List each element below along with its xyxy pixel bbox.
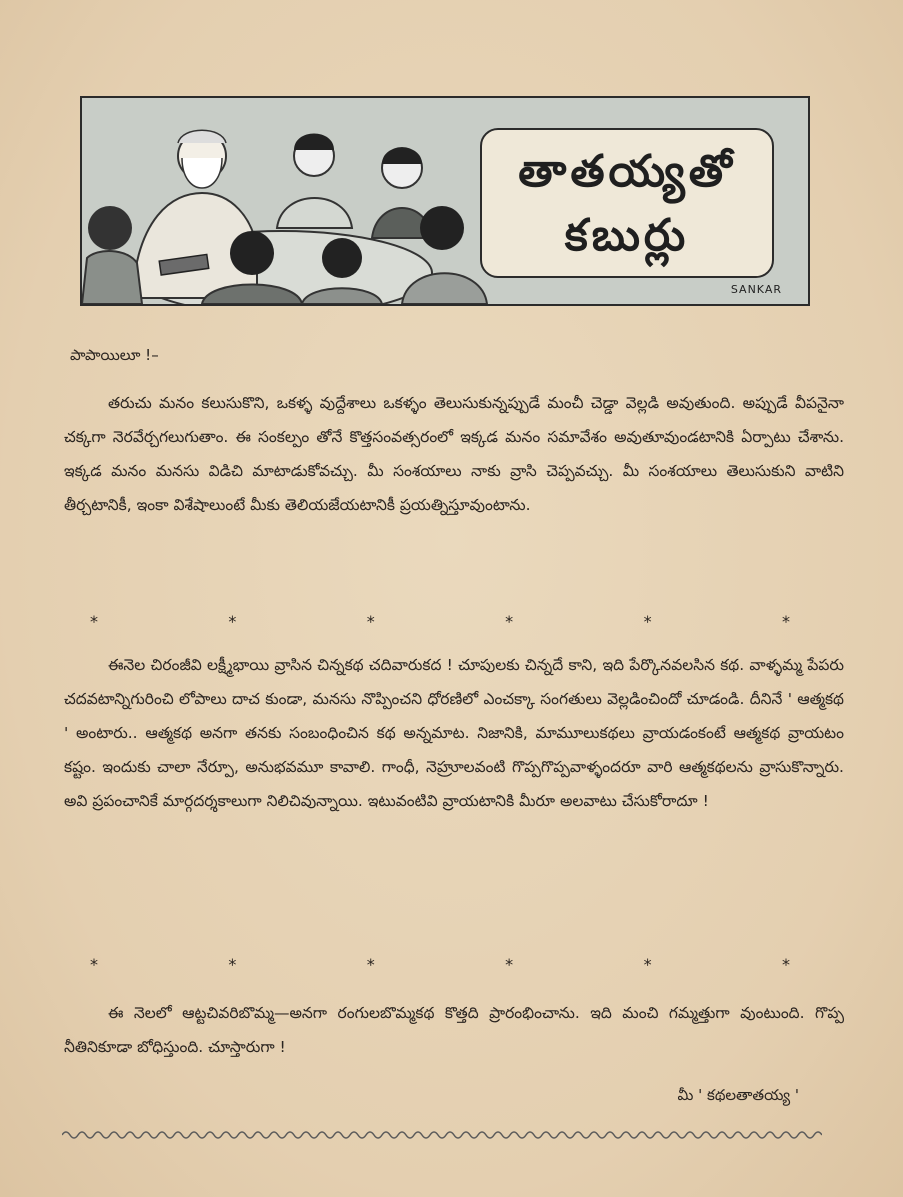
header-title-line2: కబుర్లు	[564, 210, 690, 261]
star-separator-2	[90, 955, 790, 974]
star: *	[505, 612, 514, 631]
title-box	[480, 128, 774, 278]
star-separator-1	[90, 612, 790, 631]
star: *	[90, 955, 98, 974]
greeting: పాపాయిలూ !–	[70, 346, 159, 364]
star: *	[505, 955, 514, 974]
paragraph-1: తరుచు మనం కలుసుకొని, ఒకళ్ళ వుద్దేశాలు ఒకళ్ళం తెలుసుకున్నప్పుడే మంచీ చెడ్డా వెల్లడి అవుతుంది. అప్పుడే వీపనైనా చక్కగా నెరవేర్చగలుగుతాం. ఈ సంకల్పం తోనే కొత్తసంవత్సరంలో ఇక్కడ మనం సమావేశం అవుతూవుండటానికి ఏర్పాటు చేశాను. ఇక్కడ మనం మనసు విడిచి మాటాడుకోవచ్చు. మీ సంశయాలు నాకు వ్రాసి చెప్పవచ్చు. మీ సంశయాలు తెలుసుకుని వాటిని తీర్చటానికీ, ఇంకా విశేషాలుంటే మీకు తెలియజేయటానికీ ప్రయత్నిస్తూవుంటాను.	[64, 394, 844, 514]
header-title-line1: తాతయ్యతో	[518, 146, 736, 197]
star: *	[366, 955, 375, 974]
wavy-divider	[62, 1128, 822, 1142]
star: *	[643, 955, 652, 974]
star: *	[643, 612, 652, 631]
star: *	[366, 612, 375, 631]
signature: మీ ' కథలతాతయ్య '	[677, 1086, 799, 1104]
star: *	[90, 612, 98, 631]
star: *	[228, 612, 237, 631]
star: *	[781, 612, 790, 631]
star: *	[781, 955, 790, 974]
paragraph-3: ఈ నెలలో ఆట్టచివరిబొమ్మ—అనగా రంగులబొమ్మకథ కొత్తది ప్రారంభించాను. ఇది మంచి గమ్మత్తుగా వుంటుంది. గొప్ప నీతినికూడా బోధిస్తుంది. చూస్తారుగా !	[64, 1004, 844, 1056]
artist-signature: SANKAR	[730, 283, 782, 296]
star: *	[228, 955, 237, 974]
header-illustration	[80, 96, 810, 306]
paragraph-2: ఈనెల చిరంజీవి లక్ష్మీభాయి వ్రాసిన చిన్నకథ చదివారుకద ! చూపులకు చిన్నదే కాని, ఇది పేర్కొనవలసిన కథ. వాళ్ళమ్మ పేపరు చదవటాన్నిగురించి లోపాలు దాచ కుండా, మనసు నొప్పించని ధోరణిలో ఎంచక్కా సంగతులు వెల్లడించిందో చూడండి. దీనినే ' ఆత్మకథ ' అంటారు.. ఆత్మకథ అనగా తనకు సంబంధించిన కథ అన్నమాట. నిజానికి, మామూలుకథలు వ్రాయడంకంటే ఆత్మకథ వ్రాయటం కష్టం. ఇందుకు చాలా నేర్పూ, అనుభవమూ కావాలి. గాంధీ, నెహ్రూలవంటి గొప్పగొప్పవాళ్ళందరూ వారి ఆత్మకథలను వ్రాసుకొన్నారు. అవి ప్రపంచానికే మార్గదర్శకాలుగా నిలిచివున్నాయి. ఇటువంటివి వ్రాయటానికి మీరూ అలవాటు చేసుకోరాదూ !	[64, 656, 844, 810]
